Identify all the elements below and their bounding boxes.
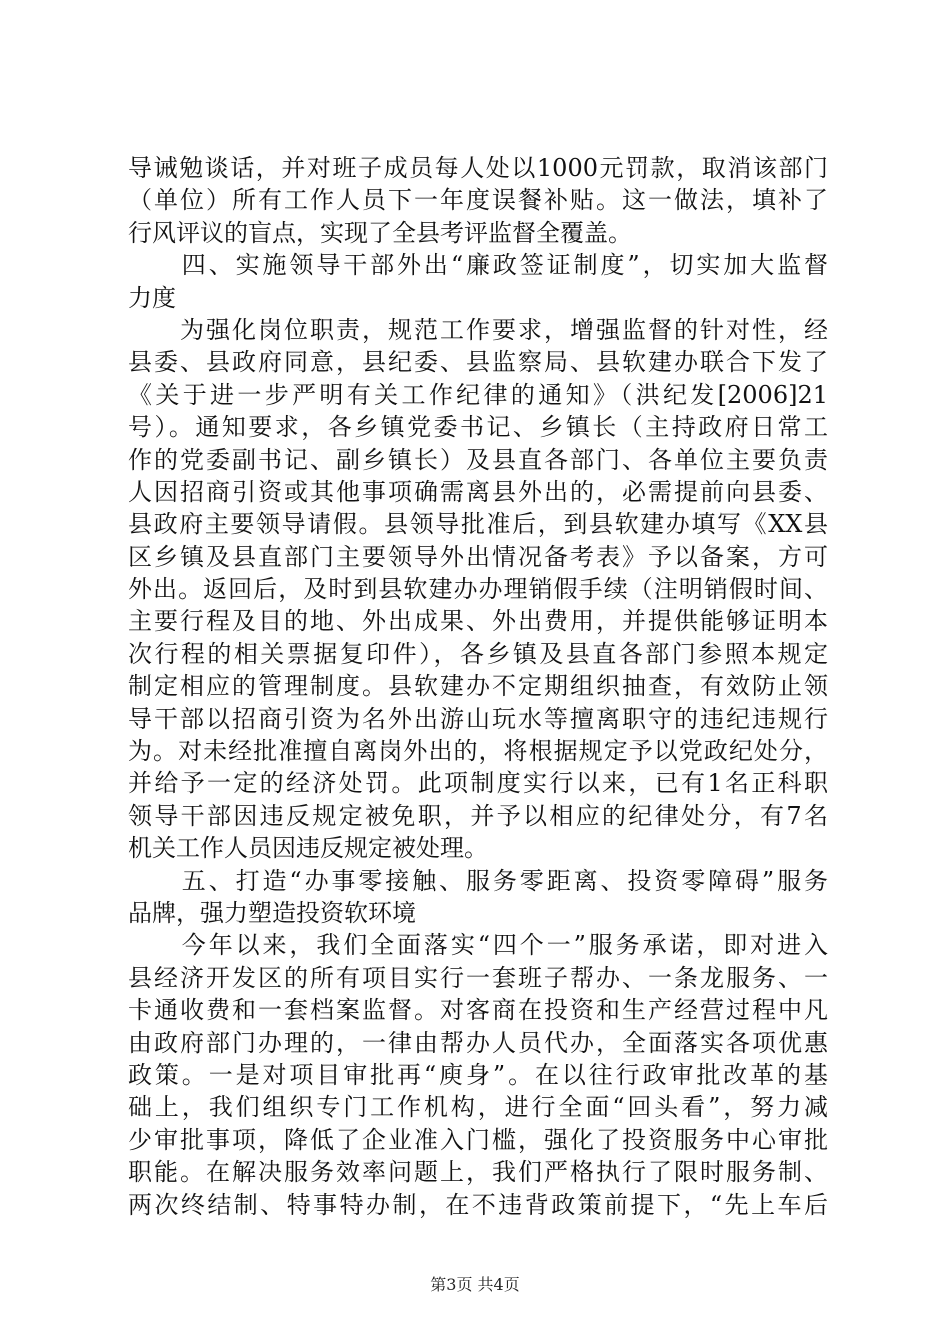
text-line: 县政府主要领导请假。县领导批准后，到县软建办填写《XX县 [128, 510, 828, 539]
text-line: 导干部以招商引资为名外出游山玩水等擅离职守的违纪违规行 [128, 704, 828, 733]
text-line: 区乡镇及县直部门主要领导外出情况备考表》予以备案，方可 [128, 542, 828, 571]
document-body [128, 152, 828, 1221]
text-line: 县经济开发区的所有项目实行一套班子帮办、一条龙服务、一 [128, 963, 828, 992]
text-line: 两次终结制、特事特办制，在不违背政策前提下，“先上车后 [128, 1190, 828, 1219]
text-line: 领导干部因违反规定被免职，并予以相应的纪律处分，有7名 [128, 801, 828, 830]
text-line: 五、打造“办事零接触、服务零距离、投资零障碍”服务 [128, 866, 828, 895]
text-line: 础上，我们组织专门工作机构，进行全面“回头看”，努力减 [128, 1093, 828, 1122]
text-line: 力度 [128, 283, 176, 312]
text-line: 为。对未经批准擅自离岗外出的，将根据规定予以党政纪处分， [128, 737, 828, 766]
page-footer: 第3页 共4页 [430, 1275, 520, 1294]
text-line: 少审批事项，降低了企业准入门槛，强化了投资服务中心审批 [128, 1125, 828, 1154]
text-line: 品牌，强力塑造投资软环境 [128, 898, 416, 927]
text-line: 作的党委副书记、副乡镇长）及县直各部门、各单位主要负责 [128, 445, 828, 474]
text-line: 外出。返回后，及时到县软建办办理销假手续（注明销假时间、 [128, 575, 828, 604]
text-line: 次行程的相关票据复印件），各乡镇及县直各部门参照本规定 [128, 639, 828, 668]
text-line: 导诫勉谈话，并对班子成员每人处以1000元罚款，取消该部门 [128, 154, 828, 182]
text-line: 行风评议的盲点，实现了全县考评监督全覆盖。 [128, 218, 632, 247]
text-line: 今年以来，我们全面落实“四个一”服务承诺，即对进入 [128, 931, 828, 960]
text-line: 《关于进一步严明有关工作纪律的通知》（洪纪发[2006]21 [128, 380, 828, 409]
text-line: 四、实施领导干部外出“廉政签证制度”，切实加大监督 [128, 251, 828, 280]
text-line: 制定相应的管理制度。县软建办不定期组织抽查，有效防止领 [128, 672, 828, 701]
text-line: 主要行程及目的地、外出成果、外出费用，并提供能够证明本 [128, 607, 828, 636]
text-line: （单位）所有工作人员下一年度误餐补贴。这一做法，填补了 [128, 186, 828, 215]
text-line: 政策。一是对项目审批再“庾身”。在以往行政审批改革的基 [128, 1060, 828, 1089]
text-line: 县委、县政府同意，县纪委、县监察局、县软建办联合下发了 [128, 348, 828, 377]
text-line: 职能。在解决服务效率问题上，我们严格执行了限时服务制、 [128, 1158, 828, 1187]
text-line: 机关工作人员因违反规定被处理。 [128, 834, 488, 863]
text-line: 卡通收费和一套档案监督。对客商在投资和生产经营过程中凡 [128, 996, 828, 1025]
text-line: 由政府部门办理的，一律由帮办人员代办，全面落实各项优惠 [128, 1028, 828, 1057]
text-line: 为强化岗位职责，规范工作要求，增强监督的针对性，经 [128, 315, 828, 344]
text-line: 号）。通知要求，各乡镇党委书记、乡镇长（主持政府日常工 [128, 413, 828, 442]
text-line: 人因招商引资或其他事项确需离县外出的，必需提前向县委、 [128, 477, 828, 506]
text-line: 并给予一定的经济处罚。此项制度实行以来，已有1名正科职 [128, 769, 828, 798]
